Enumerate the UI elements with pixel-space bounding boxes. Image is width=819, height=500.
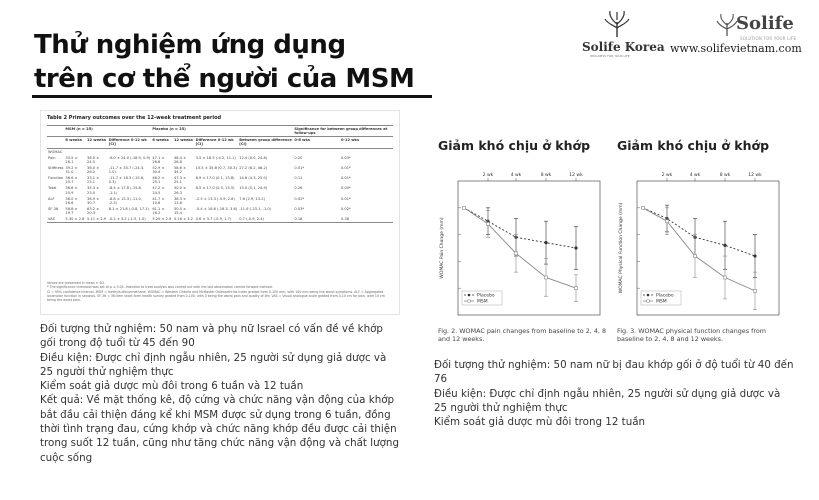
table-cell (293, 148, 340, 155)
table-cell: 46.2 ± 25.1 (152, 176, 165, 185)
table-footnotes (47, 281, 393, 303)
table-cell: 52.9 ± 30.4 (152, 165, 165, 174)
table-cell: 5.20 ± 2.9 (152, 217, 172, 222)
table-cell (86, 148, 108, 155)
x-tick-label: 8 wk (719, 173, 731, 178)
table-column-header: 6 weeks (64, 137, 86, 148)
table-row (47, 185, 393, 195)
legend-marker (647, 294, 650, 297)
table-cell: -2.5 ± 13.3 (-5.9, 2.8) (195, 196, 235, 201)
table-cell: 50.0 ± 26.3 (173, 186, 187, 195)
table-cell: 0.03* (340, 155, 351, 160)
table-cell: 38.3 ± 13.8 (173, 196, 187, 205)
table-cell: 41.7 ± 10.6 (152, 196, 165, 205)
table-cell: 5.30 ± 2.8 (65, 217, 85, 222)
table-cell: 27.2 (6.2, 46.2) (239, 165, 268, 170)
table-cell: 5.16 ± 3.2 (173, 217, 193, 222)
table-cell: 6.9 ± 17.0 (0.1, 13.8) (195, 176, 235, 181)
solife-wordmark: Solife (736, 13, 794, 34)
legend-label: Placebo (477, 293, 495, 299)
series-line-msm (643, 208, 755, 291)
table-cell: Total (48, 186, 57, 191)
table-cell: ALF (48, 196, 55, 201)
solife-korea-logo-icon (604, 10, 630, 38)
table-cell: 0.01* (294, 165, 305, 170)
data-point-msm (666, 220, 669, 223)
legend-label: Placebo (656, 293, 674, 299)
table-cell: -8.4 ± 17.8 (-15.8, -1.1) (108, 186, 142, 195)
data-point-msm (754, 289, 757, 292)
table-cell: 61.1 ± 16.2 (152, 206, 165, 215)
table-cell: 0.26 (294, 186, 303, 191)
website-link[interactable]: www.solifevietnam.com (670, 42, 802, 55)
table-cell: 63.2 ± 20.3 (87, 206, 100, 215)
series-line-placebo (464, 208, 576, 248)
womac-function-chart (613, 165, 785, 323)
table-column-header: 12 weeks (86, 137, 108, 148)
left-summary-line: Đối tượng thử nghiệm: 50 nam và phụ nữ Israel có vấn đề về khớp gối trong độ tuổi từ 45 đến 90 (40, 323, 383, 350)
table-cell (173, 148, 195, 155)
table-cell: 0.00* (340, 186, 351, 191)
table-cell: 8.1 ± 21.8 (-0.8, 17.1) (108, 206, 149, 211)
table-group-header: Significance for between group differences at follow-ups (293, 126, 393, 137)
primary-outcomes-table (47, 125, 393, 223)
left-summary-line: Điều kiện: Được chỉ định ngẫu nhiên, 25 người sử dụng giả dược và 25 người thử nghiệm thực (40, 351, 387, 378)
table-column-header: 0-6 wks (293, 137, 340, 148)
legend-marker (647, 300, 649, 302)
left-study-summary (40, 322, 400, 465)
series-line-placebo (643, 208, 755, 256)
data-point-msm (694, 255, 697, 258)
table-footnote: Values are presented in mean ± SD. (47, 281, 105, 285)
table-cell: Stiffness (48, 165, 64, 170)
table-cell: 58.6 ± 34.2 (173, 165, 187, 174)
table-cell (108, 148, 152, 155)
table-group-header: Placebo (n = 25) (151, 126, 238, 137)
x-tick-label: 2 wk (482, 173, 494, 178)
right-summary-line: Kiểm soát giả dược mù đôi trong 12 tuần (434, 416, 646, 429)
table-column-header (47, 137, 64, 148)
table-cell: 58.8 ± 19.7 (65, 206, 78, 215)
slide-title-line-1: Thử nghiệm ứng dụng (34, 30, 346, 60)
table-cell: 0.18 (293, 216, 340, 223)
data-point-msm (545, 276, 548, 279)
solife-logo-icon (716, 13, 738, 37)
legend-marker (468, 294, 471, 297)
table-cell: 5.11 ± 2.9 (87, 217, 107, 222)
legend-label: MSM (477, 299, 488, 305)
table-caption: Table 2 Primary outcomes over the 12-week treatment period (47, 115, 222, 121)
right-summary-line: Đối tượng thử nghiệm: 50 nam nữ bị đau khớp gối ở độ tuổi từ 40 đến 76 (434, 359, 794, 386)
logo-area (582, 10, 812, 60)
table-cell: 47.1 ± 26.6 (152, 155, 165, 164)
table-cell: 36.9 ± 30.7 (87, 196, 100, 205)
table-cell: 33.5 ± 26.1 (65, 155, 78, 164)
table-cell: WOMAC (47, 148, 64, 155)
womac-pain-chart (434, 165, 606, 323)
chart-1-caption: Fig. 2. WOMAC pain changes from baseline to 2, 4, 8 and 12 weeks. (438, 327, 607, 344)
x-tick-label: 12 wk (748, 173, 762, 178)
table-row (47, 155, 393, 165)
table-cell: 36.0 ± 26.2 (87, 165, 100, 174)
x-tick-label: 4 wk (510, 173, 522, 178)
table-cell (195, 148, 239, 155)
legend-marker (468, 300, 470, 302)
table-group-header: MSM (n = 25) (64, 126, 151, 137)
solife-tagline: SOLUTION FOR YOUR LIFE (740, 36, 797, 41)
y-axis-label: WOMAC Physical Function Change (mm) (619, 202, 624, 294)
table-cell: -11.7 ± 30.7 (-24.3, 1.0) (108, 165, 145, 174)
table-cell: -5.4 ± 16.6 (-16.5, 3.6) (195, 206, 238, 211)
table-cell: 0.7 (-0.9, 2.4) (238, 216, 293, 223)
table-cell: 48.4 ± 26.8 (173, 155, 187, 164)
table-cell: Pain (48, 155, 56, 160)
data-point-msm (463, 206, 466, 209)
table-cell: 0.03* (294, 206, 305, 211)
table-row (47, 216, 393, 223)
table-cell: 0.02* (294, 196, 305, 201)
table-footnote: CI = 95% confidence interval. MSM = methylsulfonylmethane. WOMAC = Western Ontario and McMaster Osteoarthritis Index graded from 0-100 mm, with 100 mm being the worst symptoms. ALF = Aggregated locomotor function in seconds. SF-36 = 36-item short-form health survey graded from 0-100, with 0 being the worst pain and quality of life. VAS = Visual analogue scale graded from 0-10 cm for pain, with 10 cm being the worst pain. (47, 289, 385, 303)
table-column-header: 12 weeks (173, 137, 195, 148)
table-cell: 36.0 ± 24.5 (87, 155, 100, 164)
slide-title-line-2: trên cơ thể người của MSM (34, 64, 415, 94)
chart-1-title: Giảm khó chịu ở khớp (438, 138, 591, 153)
table-cell: 47.3 ± 25.1 (173, 176, 187, 185)
data-point-placebo (574, 246, 577, 249)
table-cell (238, 148, 293, 155)
table-column-header: 6 weeks (151, 137, 173, 148)
table-cell: 0.01* (340, 196, 351, 201)
table-cell: 50.5 ± 15.4 (173, 206, 187, 215)
table-cell: -0.2 ± 3.2 (-1.5, 1.0) (108, 216, 152, 223)
table-cell: -11.6 (-23.1, -1.0) (239, 206, 272, 211)
right-summary-line: Điều kiện: Được chỉ định ngẫu nhiên, 25 người sử dụng giả dược và 25 người thử nghiệm thực (434, 387, 781, 414)
x-tick-label: 8 wk (540, 173, 552, 178)
data-point-placebo (723, 244, 726, 247)
table-column-header: Between group difference [CI] (239, 138, 292, 147)
table-cell: -8.8 ± 13.3 (-11.0, -2.5) (108, 196, 142, 205)
table-cell: 36.6 ± 25.9 (65, 186, 78, 195)
left-summary-line: Kết quả: Về mặt thống kê, độ cứng và chức năng vận động của khớp bắt đầu cải thiện đáng kể khi MSM được sử dụng trong 6 tuần, đồng thời tình trạng đau, cứng khớp và chức năng khớp đều được cải thiện trong suốt 12 tuần, cũng như tăng chức năng vận động và chất lượng cuộc sống (40, 394, 399, 464)
primary-outcomes-table-figure (40, 110, 400, 315)
table-row (47, 196, 393, 206)
chart-2-title: Giảm khó chịu ở khớp (617, 138, 770, 153)
data-point-msm (487, 222, 490, 225)
table-cell: -11.7 ± 18.3 (-15.6, 0.3) (108, 176, 145, 185)
table-cell: 36.0 ± 16.6 (65, 196, 78, 205)
table-cell: 0.6 ± 3.7 (-0.9, 1.7) (195, 216, 239, 223)
table-cell: 36.6 ± 25.7 (65, 176, 78, 185)
right-study-summary (434, 358, 794, 429)
table-body (47, 148, 393, 223)
table-cell: 7.6 (2.9, 13.2) (239, 196, 265, 201)
table-cell (64, 148, 86, 155)
chart-2-caption: Fig. 3. WOMAC physical function changes from baseline to 2, 4, 8 and 12 weeks. (617, 327, 766, 344)
table-cell: 0.38 (340, 216, 393, 223)
title-underline (32, 95, 432, 98)
y-axis-label: WOMAC Pain Change (mm) (440, 217, 445, 279)
data-point-placebo (753, 254, 756, 257)
table-cell (340, 148, 393, 155)
solife-korea-tagline: WELLNESS FOR YOUR LIFE (590, 54, 630, 58)
x-tick-label: 2 wk (661, 173, 673, 178)
table-row (47, 165, 393, 175)
data-point-msm (575, 287, 578, 290)
table-row (47, 148, 393, 155)
table-cell (151, 148, 173, 155)
table-cell: 0.02* (340, 206, 351, 211)
table-cell: 0.01* (340, 176, 351, 181)
table-cell: Function (48, 176, 64, 181)
solife-korea-wordmark: Solife Korea (582, 40, 665, 54)
table-column-header: 0-12 wks (340, 137, 393, 148)
table-cell: 12.4 (0.0, 24.8) (239, 155, 268, 160)
table-cell: 35.3 ± 23.0 (87, 186, 100, 195)
table-cell: 6.5 ± 17.0 (0.5, 13.5) (195, 186, 235, 191)
left-summary-line: Kiểm soát giả dược mù đôi trong 6 tuần và 12 tuần (40, 380, 304, 393)
table-cell: VAS (47, 216, 64, 223)
data-point-msm (515, 252, 518, 255)
table-cell: 15.0 (5.1, 24.9) (239, 186, 268, 191)
table-row (47, 206, 393, 216)
table-row (47, 175, 393, 185)
table-cell: 39.2 ± 31.0 (65, 165, 78, 174)
table-cell: -9.0 ± 24.0 (-18.9, 0.9) (108, 155, 151, 160)
table-column-header: Difference 0-12 wk [CI] (195, 137, 239, 148)
table-cell: 47.2 ± 24.5 (152, 186, 165, 195)
table-cell: 3.5 ± 18.5 (-4.2, 11.1) (195, 155, 236, 160)
table-cell: 0.20 (294, 155, 303, 160)
data-point-msm (724, 276, 727, 279)
table-footnote: * The significance threshold was set at p ≤ 0.05. Intention to treat analysis was carried out with the last observation carried forward method. (47, 285, 273, 290)
series-line-msm (464, 208, 576, 288)
table-cell: 33.1 ± 23.1 (87, 176, 100, 185)
table-cell: 14.6 (4.3, 25.0) (239, 176, 268, 181)
data-point-msm (642, 206, 645, 209)
table-cell: SF-36 (48, 206, 59, 211)
legend-label: MSM (656, 299, 667, 305)
table-column-header: Difference 0-12 wk [CI] (108, 137, 152, 148)
x-tick-label: 12 wk (569, 173, 583, 178)
table-cell: 15.5 ± 35.8 (0.7, 30.3) (195, 165, 237, 170)
x-tick-label: 4 wk (689, 173, 701, 178)
table-cell: 0.01* (340, 165, 351, 170)
data-point-placebo (544, 241, 547, 244)
table-cell: 0.11 (294, 176, 303, 181)
